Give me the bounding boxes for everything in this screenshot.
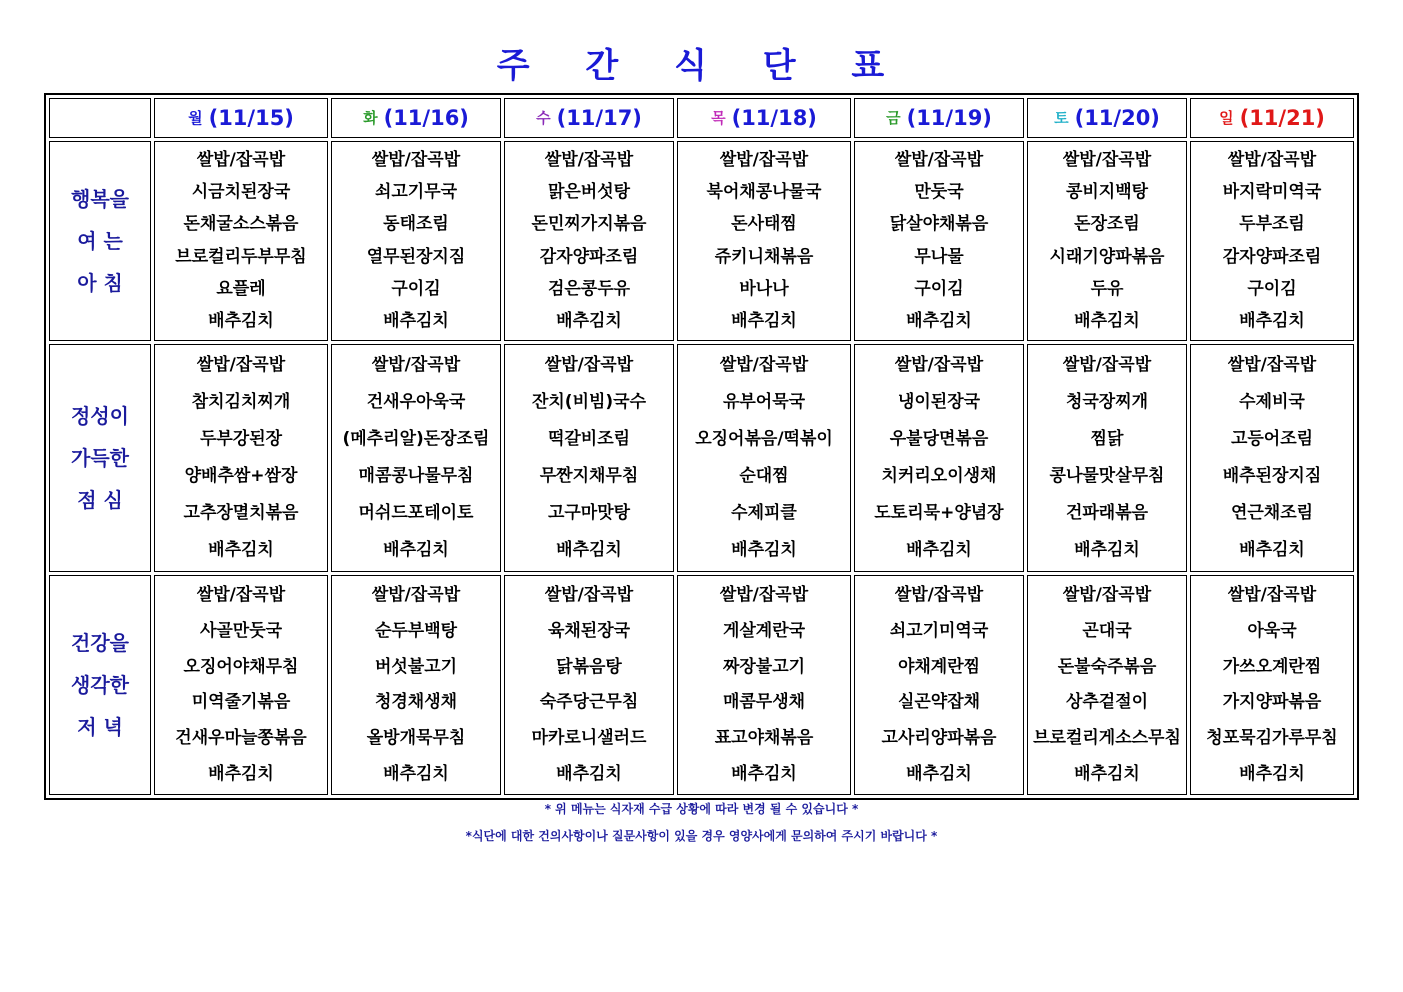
- dish-item: 쇠고기미역국: [889, 620, 989, 641]
- dish-list: [1191, 345, 1353, 571]
- dish-item: 배추김치: [906, 763, 972, 784]
- dish-item: 연근채조림: [1230, 503, 1314, 523]
- dish-item: 무나물: [914, 246, 964, 267]
- dish-item: 배추김치: [731, 311, 797, 332]
- dish-item: 돈민찌가지볶음: [531, 214, 647, 235]
- day-header: [1027, 98, 1187, 138]
- dish-item: 청경채생채: [374, 692, 458, 713]
- dish-item: 가지양파볶음: [1222, 692, 1322, 713]
- dish-item: 쌀밥/잡곡밥: [1062, 585, 1152, 606]
- day-header: [854, 98, 1024, 138]
- menu-cell: [504, 344, 674, 572]
- dish-list: [332, 345, 500, 571]
- dish-item: 배추김치: [383, 763, 449, 784]
- day-date: (11/21): [1239, 106, 1325, 130]
- dish-item: 쌀밥/잡곡밥: [371, 355, 461, 375]
- meal-label-line: 행복을: [71, 187, 129, 211]
- dish-list: [855, 142, 1023, 340]
- day-date: (11/19): [906, 106, 992, 130]
- meal-label-line: 건강을: [71, 631, 129, 655]
- dish-item: 바지락미역국: [1222, 181, 1322, 202]
- dish-list: [505, 576, 673, 794]
- dish-item: 바나나: [739, 278, 789, 299]
- dish-item: 청포묵김가루무침: [1206, 727, 1338, 748]
- menu-cell: [154, 141, 328, 341]
- notice-menu-change: * 위 메뉴는 식자재 수급 상황에 따라 변경 될 수 있습니다 *: [544, 802, 859, 816]
- dish-item: 표고야채볶음: [714, 727, 814, 748]
- day-date: (11/17): [556, 106, 642, 130]
- menu-cell: [1027, 344, 1187, 572]
- dish-item: 두부강된장: [199, 429, 283, 449]
- dish-list: [155, 142, 327, 340]
- menu-cell: [504, 141, 674, 341]
- dish-list: [1028, 576, 1186, 794]
- dish-item: 두부조림: [1239, 214, 1305, 235]
- dish-item: 구이김: [914, 278, 964, 299]
- dish-item: 구이김: [1247, 278, 1297, 299]
- dish-item: 배추김치: [731, 540, 797, 560]
- dish-item: 청국장찌개: [1065, 392, 1149, 412]
- dish-item: 콩나물맛살무침: [1049, 466, 1165, 486]
- dish-item: 배추김치: [1074, 540, 1140, 560]
- dish-item: 아욱국: [1247, 620, 1297, 641]
- dish-item: 가쓰오계란찜: [1222, 656, 1322, 677]
- menu-cell: [854, 141, 1024, 341]
- dish-item: 쇠고기무국: [374, 181, 458, 202]
- meal-label: [49, 344, 151, 572]
- dish-item: 배추김치: [383, 540, 449, 560]
- dish-item: 실곤약잡채: [897, 692, 981, 713]
- meal-row: [49, 141, 1354, 341]
- dish-item: 건새우아욱국: [366, 392, 466, 412]
- dish-item: 배추김치: [556, 540, 622, 560]
- dish-item: 수제피클: [731, 503, 797, 523]
- dish-item: 쌀밥/잡곡밥: [719, 585, 809, 606]
- meal-label-line: 아 침: [77, 271, 123, 295]
- dish-item: 사골만둣국: [199, 620, 283, 641]
- dish-item: 돈사태찜: [731, 214, 797, 235]
- corner-cell: [49, 98, 151, 138]
- dish-list: [1191, 142, 1353, 340]
- dish-item: 냉이된장국: [897, 392, 981, 412]
- dish-item: 만둣국: [914, 181, 964, 202]
- dish-item: 배추김치: [731, 763, 797, 784]
- dish-list: [678, 345, 850, 571]
- dish-item: 도토리묵+양념장: [874, 503, 1004, 523]
- day-icon: 월: [188, 109, 203, 127]
- menu-cell: [1190, 344, 1354, 572]
- dish-list: [155, 576, 327, 794]
- dish-item: 건파래볶음: [1065, 503, 1149, 523]
- dish-item: 순두부백탕: [374, 620, 458, 641]
- dish-item: 미역줄기볶음: [191, 692, 291, 713]
- dish-item: 쌀밥/잡곡밥: [544, 355, 634, 375]
- dish-list: [155, 345, 327, 571]
- dish-item: 상추겉절이: [1065, 692, 1149, 713]
- day-header: [154, 98, 328, 138]
- meal-label-line: 정성이: [71, 404, 129, 428]
- meal-label-line: 여 는: [77, 229, 123, 253]
- header-row: [49, 98, 1354, 138]
- dish-item: 순대찜: [739, 466, 789, 486]
- dish-item: 배추김치: [208, 540, 274, 560]
- dish-item: 오징어야채무침: [183, 656, 299, 677]
- page-title: 주 간 식 단 표: [496, 46, 907, 86]
- dish-item: 쌀밥/잡곡밥: [894, 585, 984, 606]
- meal-label-line: 생각한: [71, 673, 129, 697]
- day-icon: 목: [711, 109, 726, 127]
- dish-item: 숙주당근무침: [539, 692, 639, 713]
- dish-list: [1028, 345, 1186, 571]
- day-date: (11/18): [731, 106, 817, 130]
- dish-list: [505, 142, 673, 340]
- menu-cell: [854, 575, 1024, 795]
- menu-cell: [331, 141, 501, 341]
- menu-cell: [331, 575, 501, 795]
- dish-list: [332, 142, 500, 340]
- day-icon: 화: [363, 109, 378, 127]
- dish-item: 쌀밥/잡곡밥: [196, 585, 286, 606]
- menu-cell: [677, 141, 851, 341]
- dish-item: 쌀밥/잡곡밥: [1227, 355, 1317, 375]
- dish-item: 돈불숙주볶음: [1057, 656, 1157, 677]
- dish-item: 쌀밥/잡곡밥: [371, 585, 461, 606]
- day-icon: 토: [1054, 109, 1069, 127]
- menu-cell: [1027, 141, 1187, 341]
- menu-cell: [331, 344, 501, 572]
- dish-item: 쌀밥/잡곡밥: [1062, 149, 1152, 170]
- dish-item: 배추김치: [556, 763, 622, 784]
- day-icon: 수: [536, 109, 551, 127]
- dish-item: 감자양파조림: [1222, 246, 1322, 267]
- menu-cell: [504, 575, 674, 795]
- dish-list: [1028, 142, 1186, 340]
- dish-item: 배추된장지짐: [1222, 466, 1322, 486]
- dish-item: 배추김치: [1239, 540, 1305, 560]
- dish-item: 검은콩두유: [547, 278, 631, 299]
- dish-item: 쌀밥/잡곡밥: [371, 149, 461, 170]
- dish-item: 쌀밥/잡곡밥: [196, 149, 286, 170]
- dish-item: 쌀밥/잡곡밥: [196, 355, 286, 375]
- meal-label-line: 가득한: [71, 446, 129, 470]
- dish-item: 구이김: [391, 278, 441, 299]
- dish-item: 쌀밥/잡곡밥: [544, 585, 634, 606]
- menu-cell: [677, 575, 851, 795]
- dish-list: [505, 345, 673, 571]
- dish-item: 고등어조림: [1230, 429, 1314, 449]
- dish-item: 북어채콩나물국: [706, 181, 822, 202]
- dish-item: 시금치된장국: [191, 181, 291, 202]
- dish-item: 배추김치: [556, 311, 622, 332]
- dish-item: 배추김치: [208, 763, 274, 784]
- dish-item: 참치김치찌개: [191, 392, 291, 412]
- dish-item: 야채계란찜: [897, 656, 981, 677]
- dish-item: 머쉬드포테이토: [358, 503, 474, 523]
- dish-item: 쌀밥/잡곡밥: [1062, 355, 1152, 375]
- dish-item: 닭볶음탕: [556, 656, 622, 677]
- dish-item: 고사리양파볶음: [881, 727, 997, 748]
- dish-item: 양배추쌈+쌈장: [184, 466, 298, 486]
- dish-item: 게살계란국: [722, 620, 806, 641]
- dish-item: 곤대국: [1082, 620, 1132, 641]
- dish-item: 떡갈비조림: [547, 429, 631, 449]
- dish-item: 찜닭: [1090, 429, 1124, 449]
- dish-item: 육채된장국: [547, 620, 631, 641]
- dish-item: 마카로니샐러드: [531, 727, 647, 748]
- dish-list: [1191, 576, 1353, 794]
- dish-item: 무짠지채무침: [539, 466, 639, 486]
- menu-cell: [1190, 141, 1354, 341]
- dish-item: 콩비지백탕: [1065, 181, 1149, 202]
- meal-row: [49, 575, 1354, 795]
- meal-label-line: 저 녁: [77, 715, 123, 739]
- dish-item: (메추리알)돈장조림: [342, 429, 490, 449]
- dish-item: 쌀밥/잡곡밥: [719, 149, 809, 170]
- meal-row: [49, 344, 1354, 572]
- day-date: (11/15): [208, 106, 294, 130]
- dish-item: 브로컬리게소스무침: [1033, 727, 1181, 748]
- dish-item: 고추장멸치볶음: [183, 503, 299, 523]
- day-header: [1190, 98, 1354, 138]
- dish-item: 배추김치: [1239, 311, 1305, 332]
- menu-cell: [1027, 575, 1187, 795]
- dish-item: 우불당면볶음: [889, 429, 989, 449]
- dish-item: 배추김치: [383, 311, 449, 332]
- day-date: (11/20): [1074, 106, 1160, 130]
- day-icon: 일: [1219, 109, 1234, 127]
- dish-item: 매콤무생채: [722, 692, 806, 713]
- meal-label: [49, 575, 151, 795]
- dish-item: 배추김치: [906, 540, 972, 560]
- menu-cell: [1190, 575, 1354, 795]
- day-date: (11/16): [383, 106, 469, 130]
- dish-item: 쌀밥/잡곡밥: [894, 355, 984, 375]
- dish-item: 브로컬리두부무침: [175, 246, 307, 267]
- dish-item: 쥬키니채볶음: [714, 246, 814, 267]
- dish-item: 돈채굴소스볶음: [183, 214, 299, 235]
- dish-item: 동태조림: [383, 214, 449, 235]
- dish-item: 배추김치: [1074, 763, 1140, 784]
- dish-item: 유부어묵국: [722, 392, 806, 412]
- dish-item: 쌀밥/잡곡밥: [719, 355, 809, 375]
- weekly-menu-table: [44, 93, 1359, 800]
- dish-item: 요플레: [216, 278, 266, 299]
- dish-list: [678, 576, 850, 794]
- dish-item: 감자양파조림: [539, 246, 639, 267]
- dish-item: 쌀밥/잡곡밥: [894, 149, 984, 170]
- meal-label: [49, 141, 151, 341]
- dish-item: 배추김치: [1074, 311, 1140, 332]
- day-header: [677, 98, 851, 138]
- menu-cell: [154, 575, 328, 795]
- dish-item: 돈장조림: [1074, 214, 1140, 235]
- menu-cell: [154, 344, 328, 572]
- dish-item: 맑은버섯탕: [547, 181, 631, 202]
- dish-item: 쌀밥/잡곡밥: [1227, 585, 1317, 606]
- dish-item: 치커리오이생채: [881, 466, 997, 486]
- dish-item: 수제비국: [1239, 392, 1305, 412]
- day-header: [504, 98, 674, 138]
- dish-item: 고구마맛탕: [547, 503, 631, 523]
- dish-item: 열무된장지짐: [366, 246, 466, 267]
- dish-list: [855, 345, 1023, 571]
- dish-item: 배추김치: [906, 311, 972, 332]
- dish-list: [332, 576, 500, 794]
- notice-inquiry: *식단에 대한 건의사항이나 질문사항이 있을 경우 영양사에게 문의하여 주시기 바랍니다 *: [465, 829, 938, 843]
- dish-item: 닭살야채볶음: [889, 214, 989, 235]
- dish-item: 두유: [1090, 278, 1124, 299]
- dish-item: 쌀밥/잡곡밥: [544, 149, 634, 170]
- dish-item: 건새우마늘쫑볶음: [175, 727, 307, 748]
- dish-item: 오징어볶음/떡볶이: [695, 429, 833, 449]
- dish-item: 버섯불고기: [374, 656, 458, 677]
- menu-cell: [854, 344, 1024, 572]
- dish-item: 매콤콩나물무침: [358, 466, 474, 486]
- menu-cell: [677, 344, 851, 572]
- dish-item: 시래기양파볶음: [1049, 246, 1165, 267]
- dish-item: 잔치(비빔)국수: [531, 392, 647, 412]
- dish-item: 짜장불고기: [722, 656, 806, 677]
- dish-list: [678, 142, 850, 340]
- meal-label-line: 점 심: [77, 488, 123, 512]
- dish-item: 배추김치: [208, 311, 274, 332]
- dish-item: 올방개묵무침: [366, 727, 466, 748]
- dish-list: [855, 576, 1023, 794]
- day-icon: 금: [886, 109, 901, 127]
- dish-item: 쌀밥/잡곡밥: [1227, 149, 1317, 170]
- day-header: [331, 98, 501, 138]
- dish-item: 배추김치: [1239, 763, 1305, 784]
